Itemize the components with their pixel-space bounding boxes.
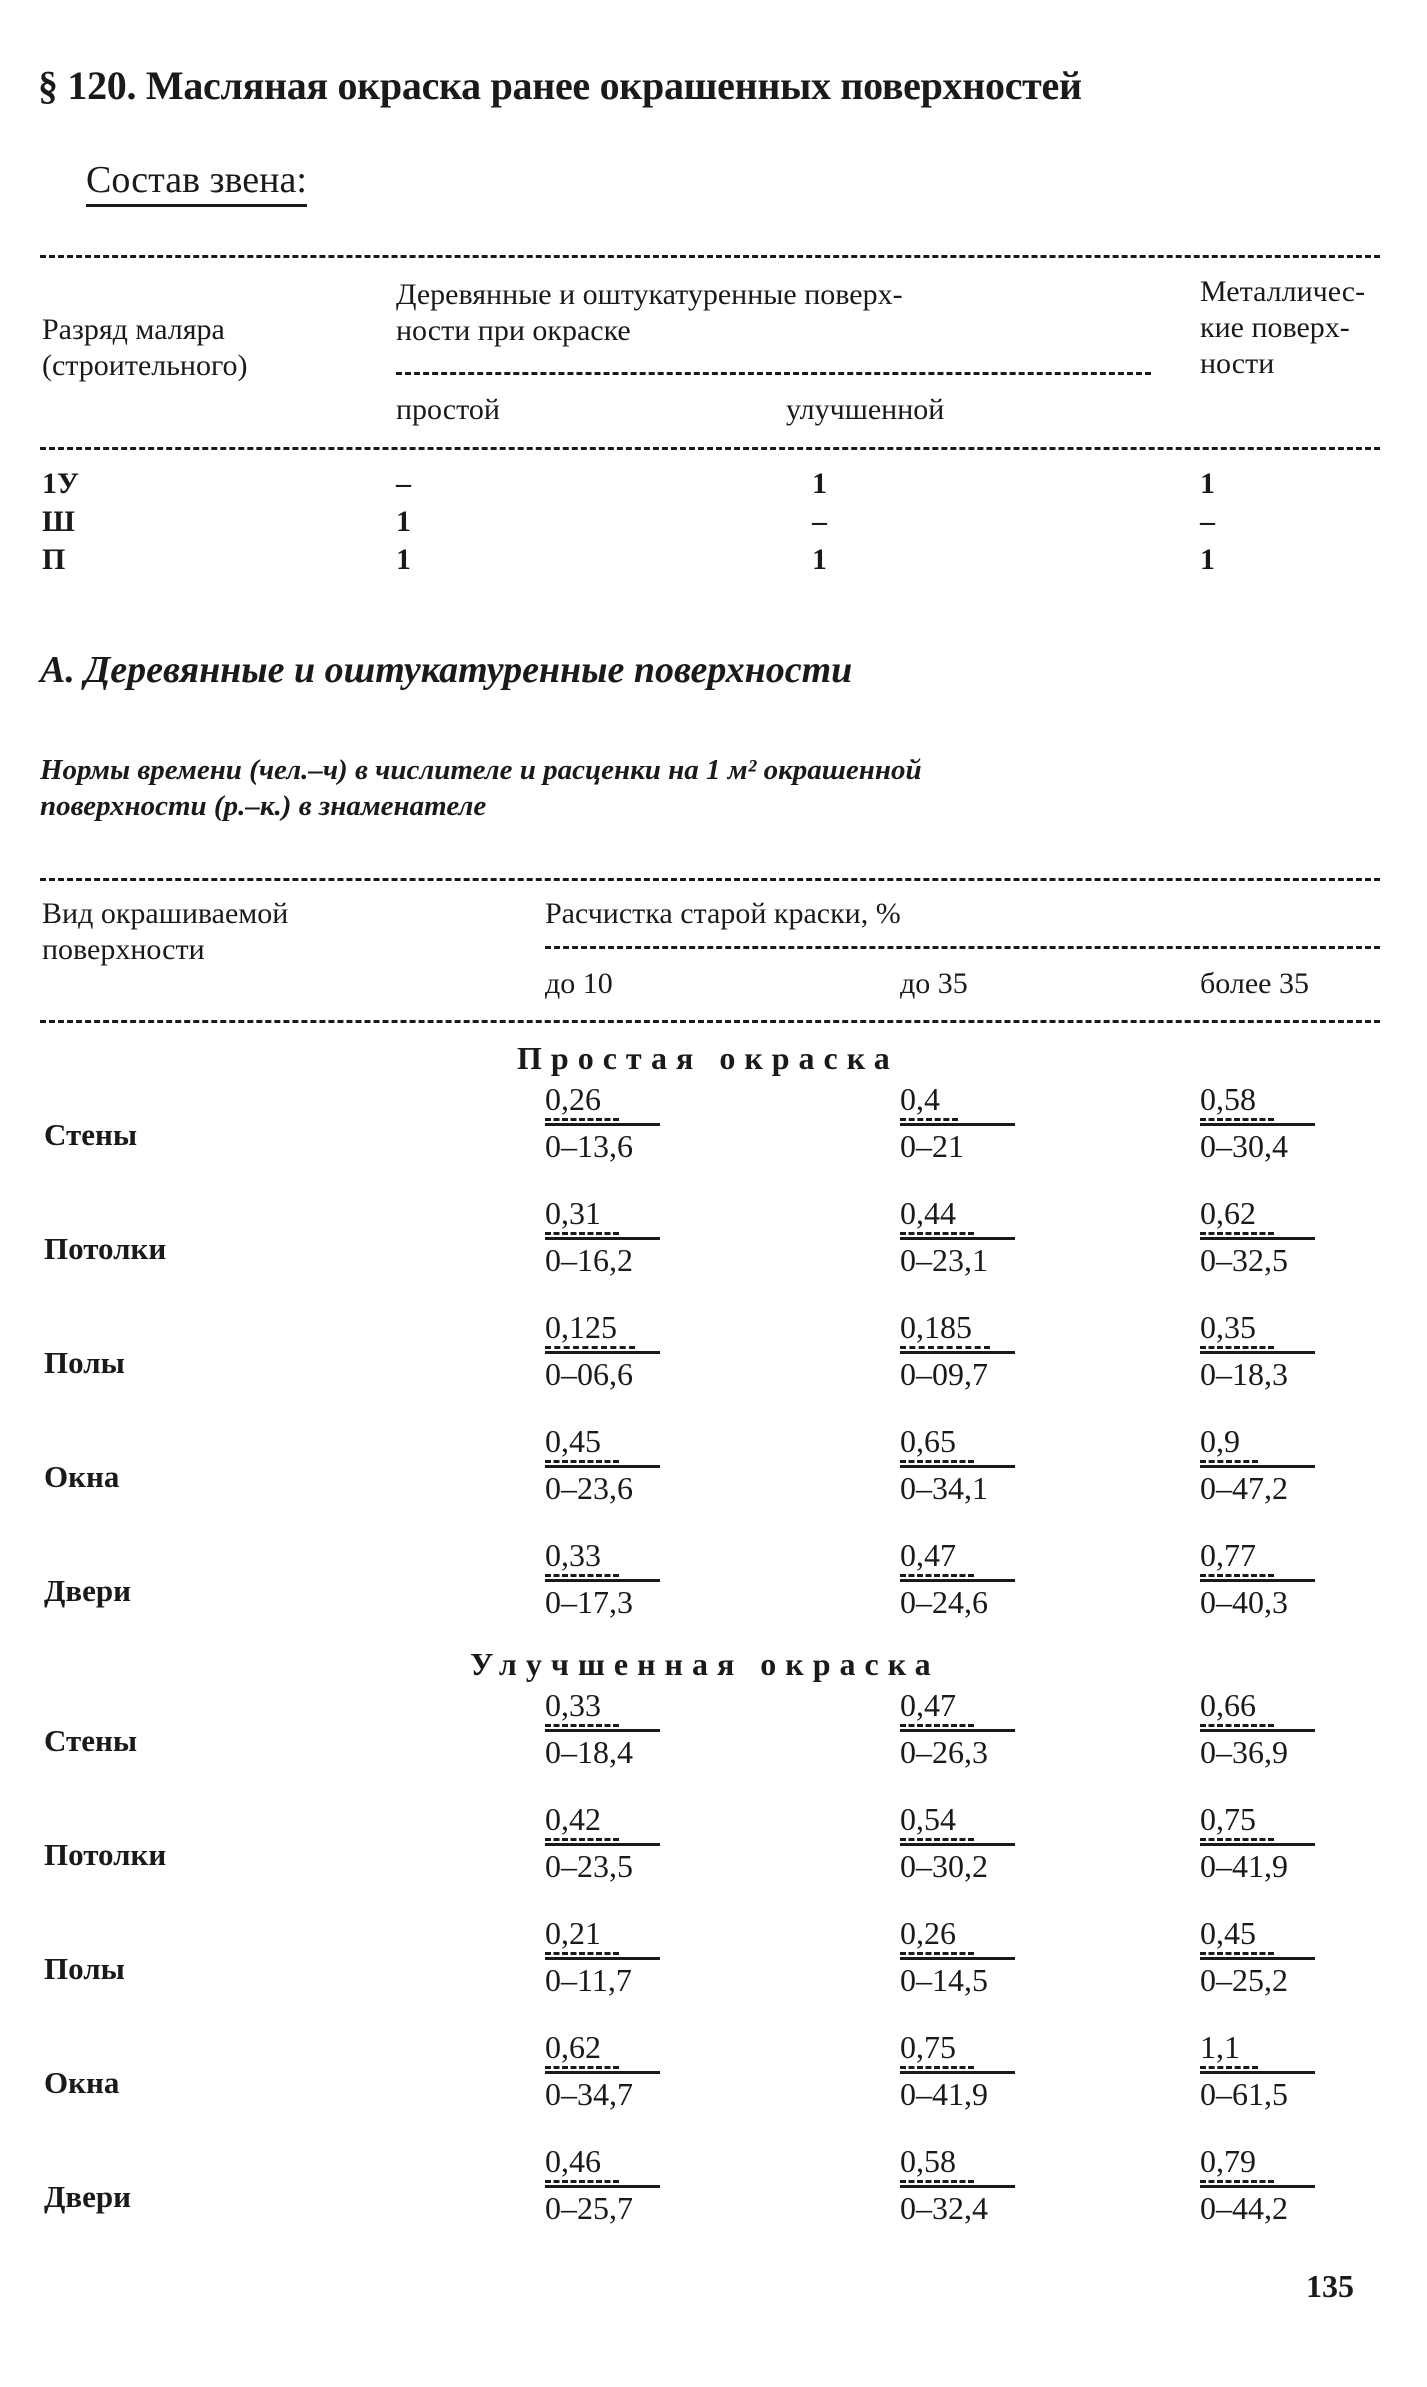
group-title-simple: Простая окраска xyxy=(517,1040,899,1076)
norms-cell-denominator: 0–23,5 xyxy=(545,1843,660,1886)
norms-cell xyxy=(545,2142,660,2228)
norms-table-header-rule xyxy=(40,1020,1380,1023)
norms-cell xyxy=(1200,2142,1315,2228)
norms-cell-denominator: 0–34,7 xyxy=(545,2071,660,2114)
norms-cell-numerator: 0,46 xyxy=(545,2142,619,2183)
norms-cell-denominator: 0–40,3 xyxy=(1200,1579,1315,1622)
norms-cell xyxy=(1200,2028,1315,2114)
norms-cell-denominator: 0–34,1 xyxy=(900,1465,1015,1508)
norms-cell-numerator: 0,75 xyxy=(1200,1800,1274,1841)
norms-cell-denominator: 0–16,2 xyxy=(545,1237,660,1280)
norms-cell-denominator: 0–47,2 xyxy=(1200,1465,1315,1508)
norms-row-name: Потолки xyxy=(44,1231,167,1266)
norms-cell xyxy=(545,1194,660,1280)
crew-simple: 1 xyxy=(396,505,411,538)
crew-header-metal-line2: кие поверх- xyxy=(1200,311,1350,344)
norms-cell-denominator: 0–25,2 xyxy=(1200,1957,1315,2000)
norms-row-name: Стены xyxy=(44,1117,138,1152)
norms-row-name: Двери xyxy=(44,2179,131,2214)
norms-row-name: Двери xyxy=(44,1573,131,1608)
norms-cell xyxy=(1200,1686,1315,1772)
norms-cell xyxy=(1200,1422,1315,1508)
crew-header-grade-line2: (строительного) xyxy=(42,349,248,382)
norms-cell xyxy=(1200,1194,1315,1280)
norms-cell-denominator: 0–32,5 xyxy=(1200,1237,1315,1280)
crew-grade: П xyxy=(42,543,66,576)
norms-header-col3: более 35 xyxy=(1200,967,1309,1000)
norms-cell-denominator: 0–23,1 xyxy=(900,1237,1015,1280)
norms-cell-numerator: 0,65 xyxy=(900,1422,974,1463)
crew-header-wood xyxy=(396,277,903,349)
page-heading: § 120. Масляная окраска ранее окрашенных поверхностей xyxy=(38,63,1082,108)
norms-cell xyxy=(1200,1308,1315,1394)
norms-cell xyxy=(1200,1080,1315,1166)
crew-header-grade xyxy=(42,312,248,384)
crew-table-header-rule xyxy=(40,447,1380,450)
crew-improved: 1 xyxy=(812,543,827,576)
norms-cell xyxy=(900,1080,1015,1166)
norms-cell xyxy=(900,1194,1015,1280)
crew-header-wood-line1: Деревянные и оштукатуренные поверх- xyxy=(396,278,903,311)
group-title-improved: Улучшенная окраска xyxy=(470,1646,940,1682)
norms-cell xyxy=(1200,1536,1315,1622)
norms-header-surface-line1: Вид окрашиваемой xyxy=(42,897,289,930)
norms-cell-denominator: 0–23,6 xyxy=(545,1465,660,1508)
norms-row-name: Окна xyxy=(44,2065,120,2100)
norms-row xyxy=(0,2028,1427,2142)
norms-cell-numerator: 0,21 xyxy=(545,1914,619,1955)
crew-header-metal-line1: Металличес- xyxy=(1200,275,1366,308)
norms-cell-numerator: 0,79 xyxy=(1200,2142,1274,2183)
norms-header-sub-rule xyxy=(545,946,1380,949)
norms-cell-numerator: 0,77 xyxy=(1200,1536,1274,1577)
norms-cell-numerator: 0,42 xyxy=(545,1800,619,1841)
norms-cell xyxy=(545,1080,660,1166)
crew-header-simple: простой xyxy=(396,393,500,426)
norms-cell xyxy=(545,1308,660,1394)
crew-table-top-rule xyxy=(40,255,1380,258)
norms-cell-numerator: 0,45 xyxy=(545,1422,619,1463)
crew-grade: Ш xyxy=(42,505,75,538)
norms-header-group: Расчистка старой краски, % xyxy=(545,897,901,930)
norms-cell-denominator: 0–11,7 xyxy=(545,1957,660,2000)
norms-cell-numerator: 0,62 xyxy=(1200,1194,1274,1235)
norms-cell-numerator: 0,35 xyxy=(1200,1308,1274,1349)
norms-note-line1: Нормы времени (чел.–ч) в числителе и расценки на 1 м² окрашенной xyxy=(40,754,922,786)
crew-header-wood-line2: ности при окраске xyxy=(396,314,631,347)
norms-table-top-rule xyxy=(40,878,1380,881)
norms-cell xyxy=(900,1686,1015,1772)
norms-cell-denominator: 0–09,7 xyxy=(900,1351,1015,1394)
norms-cell-denominator: 0–36,9 xyxy=(1200,1729,1315,1772)
norms-header-surface xyxy=(42,896,288,968)
crew-improved: 1 xyxy=(812,467,827,500)
crew-header-improved: улучшенной xyxy=(786,393,945,426)
norms-cell xyxy=(545,1914,660,2000)
norms-cell xyxy=(1200,1800,1315,1886)
norms-note-line2: поверхности (р.–к.) в знаменателе xyxy=(40,790,487,822)
crew-simple: – xyxy=(396,467,411,500)
norms-header-col2: до 35 xyxy=(900,967,968,1000)
norms-cell-numerator: 0,26 xyxy=(545,1080,619,1121)
norms-cell-denominator: 0–17,3 xyxy=(545,1579,660,1622)
norms-cell xyxy=(900,1308,1015,1394)
norms-cell-numerator: 0,185 xyxy=(900,1308,990,1349)
norms-row xyxy=(0,1194,1427,1308)
norms-row-name: Полы xyxy=(44,1951,125,1986)
norms-cell-denominator: 0–30,2 xyxy=(900,1843,1015,1886)
page-number: 135 xyxy=(1306,2268,1354,2304)
norms-cell-numerator: 0,47 xyxy=(900,1686,974,1727)
norms-cell-denominator: 0–41,9 xyxy=(1200,1843,1315,1886)
norms-header-col1: до 10 xyxy=(545,967,613,1000)
section-a-title: А. Деревянные и оштукатуренные поверхности xyxy=(40,649,853,691)
norms-row xyxy=(0,2142,1427,2256)
norms-cell-numerator: 0,54 xyxy=(900,1800,974,1841)
norms-row-name: Потолки xyxy=(44,1837,167,1872)
norms-cell xyxy=(545,1800,660,1886)
norms-row-name: Окна xyxy=(44,1459,120,1494)
norms-cell xyxy=(545,2028,660,2114)
norms-cell-numerator: 0,9 xyxy=(1200,1422,1258,1463)
norms-cell-denominator: 0–26,3 xyxy=(900,1729,1015,1772)
norms-cell-numerator: 0,33 xyxy=(545,1686,619,1727)
crew-header-metal-line3: ности xyxy=(1200,347,1275,380)
crew-simple: 1 xyxy=(396,543,411,576)
norms-cell-numerator: 0,58 xyxy=(900,2142,974,2183)
norms-cell-numerator: 0,58 xyxy=(1200,1080,1274,1121)
norms-cell-denominator: 0–41,9 xyxy=(900,2071,1015,2114)
norms-header-surface-line2: поверхности xyxy=(42,933,205,966)
norms-cell xyxy=(545,1536,660,1622)
norms-cell-numerator: 0,75 xyxy=(900,2028,974,2069)
norms-cell-denominator: 0–25,7 xyxy=(545,2185,660,2228)
norms-cell-denominator: 0–61,5 xyxy=(1200,2071,1315,2114)
norms-cell xyxy=(545,1686,660,1772)
norms-cell-numerator: 0,62 xyxy=(545,2028,619,2069)
norms-cell-denominator: 0–30,4 xyxy=(1200,1123,1315,1166)
norms-cell-denominator: 0–18,4 xyxy=(545,1729,660,1772)
norms-cell xyxy=(900,1914,1015,2000)
norms-row-name: Стены xyxy=(44,1723,138,1758)
norms-cell xyxy=(900,2142,1015,2228)
norms-cell-numerator: 0,33 xyxy=(545,1536,619,1577)
norms-row-name: Полы xyxy=(44,1345,125,1380)
crew-header-metal xyxy=(1200,274,1365,382)
norms-cell-denominator: 0–18,3 xyxy=(1200,1351,1315,1394)
norms-row xyxy=(0,1080,1427,1194)
crew-title: Состав звена: xyxy=(86,158,307,207)
crew-header-grade-line1: Разряд маляра xyxy=(42,313,225,346)
norms-cell-denominator: 0–24,6 xyxy=(900,1579,1015,1622)
norms-cell-numerator: 1,1 xyxy=(1200,2028,1258,2069)
crew-header-sub-rule xyxy=(396,372,1151,375)
norms-cell-denominator: 0–21 xyxy=(900,1123,1015,1166)
norms-row xyxy=(0,1422,1427,1536)
norms-cell-denominator: 0–44,2 xyxy=(1200,2185,1315,2228)
group-simple xyxy=(0,1080,1427,1650)
group-improved xyxy=(0,1686,1427,2256)
norms-cell xyxy=(900,1800,1015,1886)
norms-cell-denominator: 0–13,6 xyxy=(545,1123,660,1166)
crew-improved: – xyxy=(812,505,827,538)
norms-row xyxy=(0,1536,1427,1650)
norms-cell xyxy=(1200,1914,1315,2000)
norms-row xyxy=(0,1914,1427,2028)
crew-metal: 1 xyxy=(1200,543,1215,576)
norms-row xyxy=(0,1686,1427,1800)
norms-note xyxy=(40,752,1180,824)
norms-cell-numerator: 0,66 xyxy=(1200,1686,1274,1727)
norms-cell xyxy=(900,1422,1015,1508)
norms-cell xyxy=(545,1422,660,1508)
norms-cell-numerator: 0,47 xyxy=(900,1536,974,1577)
norms-cell xyxy=(900,1536,1015,1622)
norms-cell-numerator: 0,4 xyxy=(900,1080,958,1121)
norms-cell-numerator: 0,44 xyxy=(900,1194,974,1235)
norms-cell xyxy=(900,2028,1015,2114)
norms-cell-denominator: 0–06,6 xyxy=(545,1351,660,1394)
norms-cell-numerator: 0,125 xyxy=(545,1308,635,1349)
norms-row xyxy=(0,1308,1427,1422)
norms-cell-denominator: 0–32,4 xyxy=(900,2185,1015,2228)
norms-cell-numerator: 0,31 xyxy=(545,1194,619,1235)
crew-metal: – xyxy=(1200,505,1215,538)
crew-grade: 1У xyxy=(42,467,80,500)
crew-metal: 1 xyxy=(1200,467,1215,500)
norms-cell-numerator: 0,26 xyxy=(900,1914,974,1955)
norms-row xyxy=(0,1800,1427,1914)
norms-cell-numerator: 0,45 xyxy=(1200,1914,1274,1955)
norms-cell-denominator: 0–14,5 xyxy=(900,1957,1015,2000)
